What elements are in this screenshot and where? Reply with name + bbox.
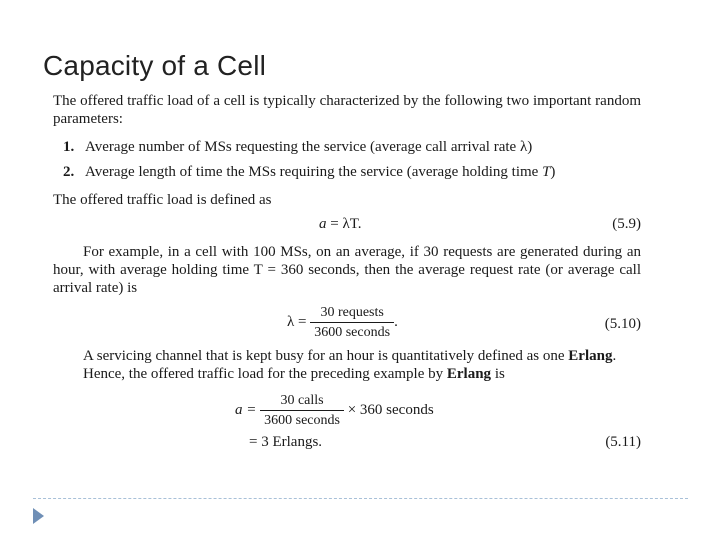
slide-title: Capacity of a Cell <box>43 50 267 81</box>
equation-5-9 <box>53 209 641 239</box>
example-paragraph: For example, in a cell with 100 MSs, on an average, if 30 requests are generated during an hour, with average holding time T = 360 seconds, then the average request rate (or average call arrival rate) is <box>53 244 641 296</box>
eq-trail: . <box>394 313 398 330</box>
erlang-def-text: A servicing channel that is kept busy for an hour is quantitatively defined as one <box>83 348 569 364</box>
hence-text: Hence, the offered traffic load for the preceding example by <box>83 366 447 382</box>
equation-5-10 <box>53 297 641 341</box>
eq-lhs: λ = <box>287 313 307 330</box>
list-text-end: ) <box>550 164 556 180</box>
hence-paragraph <box>53 365 641 383</box>
eq-lhs: a = <box>235 401 257 418</box>
fraction-denominator: 3600 seconds <box>314 325 391 340</box>
list-number: 1. <box>63 139 75 155</box>
equation-expression <box>319 215 362 233</box>
eq-equals: = <box>326 216 343 232</box>
list-item-1 <box>53 138 641 156</box>
fraction <box>260 393 344 428</box>
equation-expression <box>287 305 398 340</box>
equation-number: (5.11) <box>605 434 641 450</box>
lambda-symbol: λ <box>519 139 528 155</box>
equation-expression <box>235 393 434 428</box>
equation-number: (5.9) <box>612 216 641 232</box>
eq-lhs: a <box>319 216 327 232</box>
hence-text-end: is <box>491 366 505 382</box>
fraction-denominator: 3600 seconds <box>264 413 340 428</box>
intro-paragraph: The offered traffic load of a cell is typically characterized by the following two important random parameters: <box>53 93 641 127</box>
list-text-end: ) <box>527 139 533 155</box>
fraction <box>310 305 394 340</box>
list-item-2 <box>53 163 641 181</box>
bullet-arrow-icon <box>33 508 44 524</box>
erlang-definition <box>53 347 641 365</box>
equation-5-11 <box>53 383 641 453</box>
equation-number: (5.10) <box>604 316 641 332</box>
list-text: Average length of time the MSs requiring the service (average holding time <box>85 164 543 180</box>
fraction-numerator: 30 calls <box>260 393 344 411</box>
fraction-numerator: 30 requests <box>310 305 394 323</box>
footer-divider <box>33 498 688 499</box>
t-symbol: T <box>542 164 551 180</box>
erlang-def-end: . <box>612 348 617 364</box>
definition-text: The offered traffic load is defined as <box>53 192 272 208</box>
list-number: 2. <box>63 164 75 180</box>
eq-times: × 360 seconds <box>347 401 434 418</box>
erlang-term: Erlang <box>446 366 492 382</box>
erlang-term: Erlang <box>568 348 613 364</box>
list-text: Average number of MSs requesting the service (average call arrival rate <box>85 139 520 155</box>
eq-rhs: λT. <box>342 216 362 232</box>
eq-result: = 3 Erlangs. <box>249 434 323 450</box>
slide-body <box>53 92 641 453</box>
